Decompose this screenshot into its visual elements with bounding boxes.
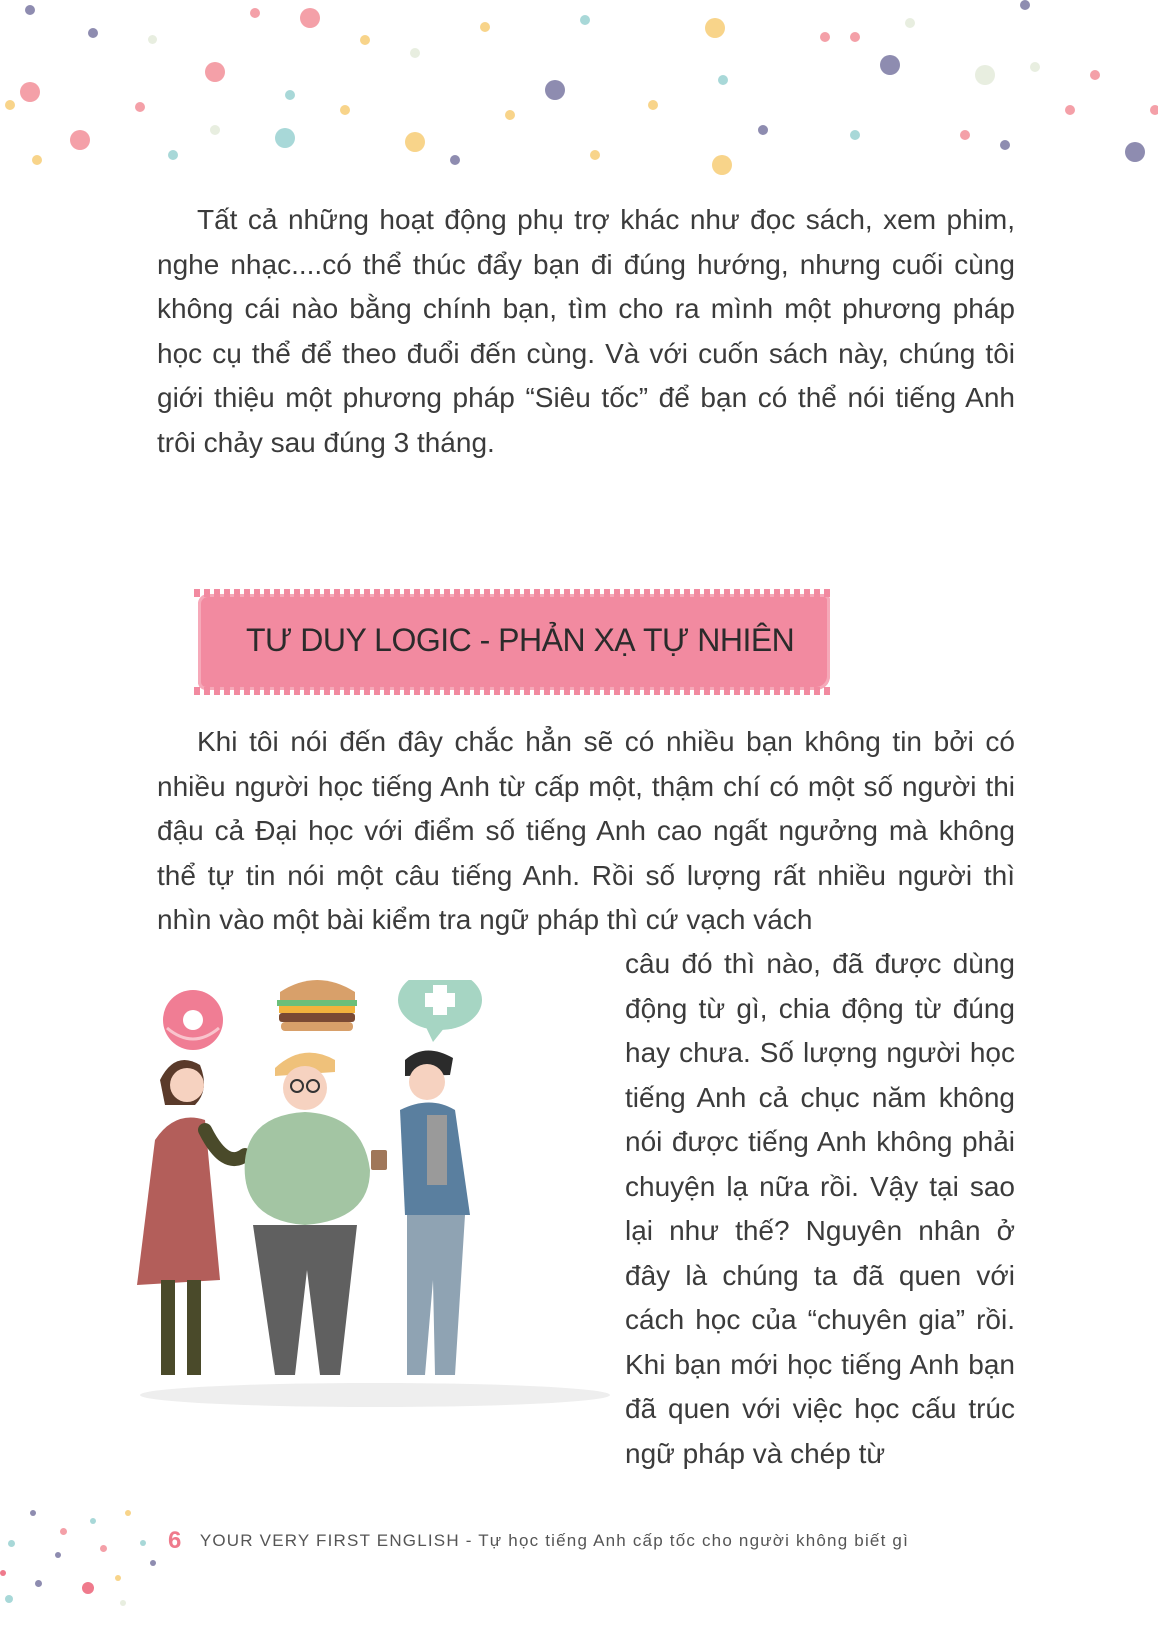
confetti-dot: [5, 1595, 13, 1603]
confetti-dot: [880, 55, 900, 75]
confetti-dot: [590, 150, 600, 160]
confetti-dot: [1000, 140, 1010, 150]
confetti-dot: [285, 90, 295, 100]
confetti-dot: [25, 5, 35, 15]
confetti-dot: [648, 100, 658, 110]
confetti-dot: [405, 132, 425, 152]
confetti-dot: [140, 1540, 146, 1546]
confetti-dot: [850, 32, 860, 42]
woman-figure: [137, 1060, 245, 1375]
confetti-dot: [1065, 105, 1075, 115]
confetti-dot: [712, 155, 732, 175]
confetti-dot: [705, 18, 725, 38]
people-talking-illustration: [135, 980, 615, 1460]
confetti-dot: [135, 102, 145, 112]
confetti-dot: [850, 130, 860, 140]
confetti-dot: [450, 155, 460, 165]
confetti-dot: [1030, 62, 1040, 72]
confetti-dot: [8, 1540, 15, 1547]
confetti-dot: [905, 18, 915, 28]
confetti-dot: [1150, 105, 1158, 115]
confetti-dot: [32, 155, 42, 165]
medical-speech-bubble-icon: [398, 980, 482, 1042]
confetti-dot: [300, 8, 320, 28]
confetti-dot: [0, 1570, 6, 1576]
confetti-dot: [758, 125, 768, 135]
confetti-dot: [55, 1552, 61, 1558]
page-footer: [168, 1527, 909, 1557]
book-title: YOUR VERY FIRST ENGLISH - Tự học tiếng Anh cấp tốc cho người không biết gì: [199, 1531, 910, 1550]
body-paragraph-2-side: câu đó thì nào, đã được dùng động từ gì, chia động từ đúng hay chưa. Số lượng người học tiếng Anh cả chục năm không nói được tiếng Anh không phải chuyện lạ nữa rồi. Vậy tại sao lại như thế? Nguyên nhân ở đây là chúng ta đã quen với cách học của “chuyên gia” rồi. Khi bạn mới học tiếng Anh bạn đã quen với việc học cấu trúc ngữ pháp và chép từ: [625, 948, 1015, 1469]
confetti-dot: [820, 32, 830, 42]
confetti-dot: [205, 62, 225, 82]
man-blue-vest-figure: [371, 1050, 470, 1375]
confetti-dot: [580, 15, 590, 25]
confetti-dot: [125, 1510, 131, 1516]
confetti-dot: [148, 35, 157, 44]
confetti-dot: [82, 1582, 94, 1594]
confetti-dot: [1125, 142, 1145, 162]
confetti-dot: [975, 65, 995, 85]
man-green-sweater-figure: [245, 1053, 370, 1375]
confetti-dot: [90, 1518, 96, 1524]
body-paragraph-1: Tất cả những hoạt động phụ trợ khác như đọc sách, xem phim, nghe nhạc....có thể thúc đẩy bạn đi đúng hướng, nhưng cuối cùng không cái nào bằng chính bạn, tìm cho ra mình một phương pháp học cụ thể để theo đuổi đến cùng. Và với cuốn sách này, chúng tôi giới thiệu một phương pháp “Siêu tốc” để bạn có thể nói tiếng Anh trôi chảy sau đúng 3 tháng.: [157, 204, 1015, 458]
confetti-dot: [1090, 70, 1100, 80]
confetti-dot: [35, 1580, 42, 1587]
confetti-dot: [168, 150, 178, 160]
section-heading: TƯ DUY LOGIC - PHẢN XẠ TỰ NHIÊN: [246, 622, 795, 658]
confetti-dot: [5, 100, 15, 110]
confetti-dot: [20, 82, 40, 102]
confetti-dot: [340, 105, 350, 115]
section-heading-banner: [198, 594, 830, 690]
confetti-dot: [718, 75, 728, 85]
decorative-dots-bottom: [0, 1500, 170, 1610]
confetti-dot: [545, 80, 565, 100]
confetti-dot: [88, 28, 98, 38]
confetti-dot: [275, 128, 295, 148]
confetti-dot: [115, 1575, 121, 1581]
confetti-dot: [30, 1510, 36, 1516]
confetti-dot: [60, 1528, 67, 1535]
confetti-dot: [360, 35, 370, 45]
confetti-dot: [120, 1600, 126, 1606]
confetti-dot: [210, 125, 220, 135]
page-number: 6: [168, 1527, 182, 1554]
body-paragraph-2-top: Khi tôi nói đến đây chắc hẳn sẽ có nhiều bạn không tin bởi có nhiều người học tiếng Anh từ cấp một, thậm chí có một số người thi đậu cả Đại học với điểm số tiếng Anh cao ngất ngưởng mà không thể tự tin nói một câu tiếng Anh. Rồi số lượng rất nhiều người thì nhìn vào một bài kiểm tra ngữ pháp thì cứ vạch vách: [157, 726, 1015, 935]
donut-icon: [163, 990, 223, 1050]
confetti-dot: [410, 48, 420, 58]
decorative-dots-top: [0, 0, 1158, 175]
confetti-dot: [100, 1545, 107, 1552]
burger-icon: [277, 980, 357, 1031]
confetti-dot: [70, 130, 90, 150]
confetti-dot: [1020, 0, 1030, 10]
confetti-dot: [480, 22, 490, 32]
confetti-dot: [960, 130, 970, 140]
confetti-dot: [505, 110, 515, 120]
confetti-dot: [250, 8, 260, 18]
confetti-dot: [150, 1560, 156, 1566]
